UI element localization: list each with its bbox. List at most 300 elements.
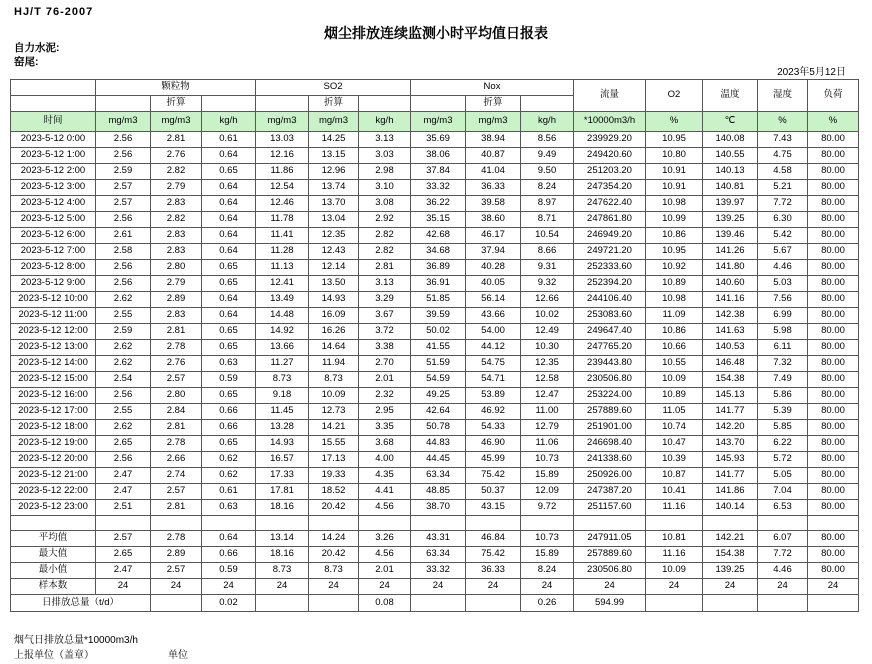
value-cell: 141.80 [703,260,758,276]
value-cell: 12.54 [256,180,309,196]
time-cell: 2023-5-12 8:00 [11,260,96,276]
value-cell: 10.73 [521,452,574,468]
value-cell: 80.00 [808,260,859,276]
value-cell: 2.47 [96,468,151,484]
value-cell: 15.89 [521,468,574,484]
value-cell: 11.27 [256,356,309,372]
value-cell: 3.67 [359,308,411,324]
time-cell: 2023-5-12 3:00 [11,180,96,196]
empty-cell [646,516,703,531]
value-cell: 14.93 [309,292,359,308]
time-cell: 2023-5-12 17:00 [11,404,96,420]
summary-value-cell: 24 [646,579,703,595]
value-cell: 39.59 [411,308,466,324]
unit-header: kg/h [521,112,574,132]
value-cell: 0.66 [202,420,256,436]
summary-value-cell: 8.73 [256,563,309,579]
value-cell: 54.59 [411,372,466,388]
value-cell: 80.00 [808,228,859,244]
summary-value-cell: 10.73 [521,531,574,547]
empty-cell [11,80,96,96]
value-cell: 50.02 [411,324,466,340]
value-cell: 0.65 [202,388,256,404]
table-row [11,324,859,340]
value-cell: 13.49 [256,292,309,308]
value-cell: 12.58 [521,372,574,388]
value-cell: 2.56 [96,132,151,148]
group-header-so2: SO2 [256,80,411,96]
value-cell: 13.03 [256,132,309,148]
units-header-row [11,112,859,132]
value-cell: 5.98 [758,324,808,340]
value-cell: 140.13 [703,164,758,180]
value-cell: 10.98 [646,292,703,308]
summary-value-cell: 2.01 [359,563,411,579]
converted-label: 折算 [309,96,359,112]
value-cell: 2.56 [96,452,151,468]
value-cell: 44.45 [411,452,466,468]
summary-value-cell: 63.34 [411,547,466,563]
value-cell: 14.64 [309,340,359,356]
value-cell: 51.85 [411,292,466,308]
value-cell: 247861.80 [574,212,646,228]
table-row [11,340,859,356]
col-header-load: 负荷 [808,80,859,112]
value-cell: 4.00 [359,452,411,468]
value-cell: 145.93 [703,452,758,468]
value-cell: 142.38 [703,308,758,324]
summary-value-cell: 18.16 [256,547,309,563]
table-row [11,356,859,372]
value-cell: 0.63 [202,356,256,372]
table-row [11,500,859,516]
summary-value-cell: 4.56 [359,547,411,563]
value-cell: 40.87 [466,148,521,164]
value-cell: 2.80 [151,260,202,276]
summary-label: 最大值 [11,547,96,563]
value-cell: 0.65 [202,276,256,292]
value-cell: 2.76 [151,356,202,372]
unit-header: kg/h [202,112,256,132]
value-cell: 247387.20 [574,484,646,500]
value-cell: 35.69 [411,132,466,148]
value-cell: 2.74 [151,468,202,484]
value-cell: 10.02 [521,308,574,324]
value-cell: 246698.40 [574,436,646,452]
value-cell: 251901.00 [574,420,646,436]
value-cell: 5.05 [758,468,808,484]
value-cell: 10.80 [646,148,703,164]
value-cell: 8.73 [309,372,359,388]
value-cell: 12.66 [521,292,574,308]
unit-label: 单位 [168,650,188,661]
value-cell: 11.13 [256,260,309,276]
summary-value-cell: 80.00 [808,547,859,563]
value-cell: 80.00 [808,276,859,292]
table-row [11,132,859,148]
summary-label: 样本数 [11,579,96,595]
value-cell: 10.55 [646,356,703,372]
value-cell: 35.15 [411,212,466,228]
value-cell: 80.00 [808,308,859,324]
summary-value-cell: 24 [202,579,256,595]
summary-value-cell: 15.89 [521,547,574,563]
value-cell: 239929.20 [574,132,646,148]
unit-header: mg/m3 [96,112,151,132]
value-cell: 10.87 [646,468,703,484]
value-cell: 3.29 [359,292,411,308]
value-cell: 80.00 [808,164,859,180]
value-cell: 2.81 [359,260,411,276]
col-header-humidity: 湿度 [758,80,808,112]
value-cell: 8.24 [521,180,574,196]
value-cell: 9.50 [521,164,574,180]
value-cell: 249721.20 [574,244,646,260]
summary-value-cell: 0.59 [202,563,256,579]
value-cell: 37.94 [466,244,521,260]
value-cell: 80.00 [808,452,859,468]
unit-header: mg/m3 [411,112,466,132]
value-cell: 252394.20 [574,276,646,292]
value-cell: 36.91 [411,276,466,292]
value-cell: 16.57 [256,452,309,468]
value-cell: 5.86 [758,388,808,404]
value-cell: 3.38 [359,340,411,356]
value-cell: 9.49 [521,148,574,164]
value-cell: 11.45 [256,404,309,420]
empty-cell [758,516,808,531]
value-cell: 36.89 [411,260,466,276]
report-table [10,79,859,612]
value-cell: 0.63 [202,500,256,516]
daily-total-cell [466,595,521,612]
value-cell: 11.09 [646,308,703,324]
value-cell: 7.56 [758,292,808,308]
daily-total-label: 日排放总量（t/d） [11,595,151,612]
value-cell: 12.16 [256,148,309,164]
time-cell: 2023-5-12 14:00 [11,356,96,372]
summary-value-cell: 80.00 [808,531,859,547]
value-cell: 13.70 [309,196,359,212]
value-cell: 2.66 [151,452,202,468]
table-row [11,372,859,388]
value-cell: 12.35 [309,228,359,244]
value-cell: 80.00 [808,212,859,228]
value-cell: 2.61 [96,228,151,244]
value-cell: 10.47 [646,436,703,452]
value-cell: 2.98 [359,164,411,180]
summary-value-cell: 14.24 [309,531,359,547]
value-cell: 2.57 [96,196,151,212]
value-cell: 0.65 [202,340,256,356]
value-cell: 2.01 [359,372,411,388]
value-cell: 12.46 [256,196,309,212]
value-cell: 5.42 [758,228,808,244]
value-cell: 16.26 [309,324,359,340]
page-title: 烟尘排放连续监测小时平均值日报表 [324,25,548,41]
value-cell: 43.66 [466,308,521,324]
summary-value-cell: 80.00 [808,563,859,579]
value-cell: 4.58 [758,164,808,180]
value-cell: 0.61 [202,484,256,500]
time-cell: 2023-5-12 9:00 [11,276,96,292]
col-header-flow: 流量 [574,80,646,112]
summary-value-cell: 24 [758,579,808,595]
value-cell: 253224.00 [574,388,646,404]
converted-label: 折算 [151,96,202,112]
value-cell: 7.72 [758,196,808,212]
value-cell: 17.81 [256,484,309,500]
value-cell: 2.83 [151,308,202,324]
summary-value-cell: 13.14 [256,531,309,547]
value-cell: 36.33 [466,180,521,196]
value-cell: 10.54 [521,228,574,244]
value-cell: 48.85 [411,484,466,500]
value-cell: 5.72 [758,452,808,468]
empty-cell [11,516,96,531]
value-cell: 139.97 [703,196,758,212]
unit-header: ℃ [703,112,758,132]
value-cell: 2.80 [151,388,202,404]
value-cell: 2.51 [96,500,151,516]
value-cell: 51.59 [411,356,466,372]
unit-header: kg/h [359,112,411,132]
table-header [11,80,859,132]
summary-row [11,563,859,579]
value-cell: 0.64 [202,228,256,244]
empty-cell [411,96,466,112]
value-cell: 2.84 [151,404,202,420]
group-header-row [11,80,859,96]
value-cell: 7.04 [758,484,808,500]
empty-cell [256,96,309,112]
value-cell: 141.77 [703,468,758,484]
value-cell: 11.06 [521,436,574,452]
table-row [11,148,859,164]
value-cell: 46.17 [466,228,521,244]
summary-value-cell: 24 [96,579,151,595]
value-cell: 3.03 [359,148,411,164]
value-cell: 2.76 [151,148,202,164]
value-cell: 2.78 [151,436,202,452]
value-cell: 6.11 [758,340,808,356]
value-cell: 10.74 [646,420,703,436]
value-cell: 141.16 [703,292,758,308]
daily-total-cell: 0.26 [521,595,574,612]
value-cell: 10.99 [646,212,703,228]
value-cell: 12.49 [521,324,574,340]
value-cell: 42.68 [411,228,466,244]
value-cell: 2.89 [151,292,202,308]
value-cell: 10.89 [646,276,703,292]
unit-header: mg/m3 [466,112,521,132]
value-cell: 143.70 [703,436,758,452]
value-cell: 2.58 [96,244,151,260]
table-row [11,180,859,196]
value-cell: 6.53 [758,500,808,516]
flue-gas-total-note: 烟气日排放总量*10000m3/h [14,635,138,646]
summary-value-cell: 36.33 [466,563,521,579]
value-cell: 10.86 [646,228,703,244]
daily-total-cell [646,595,703,612]
value-cell: 257889.60 [574,404,646,420]
value-cell: 154.38 [703,372,758,388]
summary-label: 最小值 [11,563,96,579]
empty-cell [359,96,411,112]
company-name: 自力水泥: [14,42,60,54]
value-cell: 10.92 [646,260,703,276]
value-cell: 0.64 [202,292,256,308]
converted-label: 折算 [466,96,521,112]
value-cell: 2.56 [96,148,151,164]
value-cell: 45.99 [466,452,521,468]
group-header-particulate: 颗粒物 [96,80,256,96]
value-cell: 14.92 [256,324,309,340]
value-cell: 3.13 [359,276,411,292]
value-cell: 6.99 [758,308,808,324]
value-cell: 140.14 [703,500,758,516]
value-cell: 9.31 [521,260,574,276]
summary-value-cell: 230506.80 [574,563,646,579]
value-cell: 0.64 [202,196,256,212]
value-cell: 250926.00 [574,468,646,484]
value-cell: 54.75 [466,356,521,372]
value-cell: 10.39 [646,452,703,468]
table-row [11,260,859,276]
daily-total-row [11,595,859,612]
unit-header: % [808,112,859,132]
value-cell: 41.04 [466,164,521,180]
value-cell: 0.64 [202,212,256,228]
table-row [11,468,859,484]
value-cell: 12.73 [309,404,359,420]
value-cell: 141.63 [703,324,758,340]
time-cell: 2023-5-12 0:00 [11,132,96,148]
value-cell: 80.00 [808,404,859,420]
value-cell: 10.89 [646,388,703,404]
time-cell: 2023-5-12 16:00 [11,388,96,404]
table-row [11,292,859,308]
summary-value-cell: 247911.05 [574,531,646,547]
value-cell: 2.82 [151,212,202,228]
value-cell: 2.56 [96,260,151,276]
time-cell: 2023-5-12 2:00 [11,164,96,180]
empty-cell [202,516,256,531]
value-cell: 8.73 [256,372,309,388]
value-cell: 2.56 [96,276,151,292]
value-cell: 7.32 [758,356,808,372]
value-cell: 17.13 [309,452,359,468]
value-cell: 63.34 [411,468,466,484]
value-cell: 2.78 [151,340,202,356]
value-cell: 247354.20 [574,180,646,196]
standard-number: HJ/T 76-2007 [14,6,94,18]
value-cell: 2.59 [96,324,151,340]
value-cell: 10.09 [646,372,703,388]
value-cell: 3.10 [359,180,411,196]
value-cell: 2.62 [96,340,151,356]
value-cell: 5.85 [758,420,808,436]
value-cell: 50.78 [411,420,466,436]
value-cell: 2.81 [151,324,202,340]
empty-cell [521,96,574,112]
report-date: 2023年5月12日 [777,67,846,78]
unit-header: % [646,112,703,132]
value-cell: 141.77 [703,404,758,420]
time-cell: 2023-5-12 22:00 [11,484,96,500]
value-cell: 13.28 [256,420,309,436]
empty-cell [359,516,411,531]
value-cell: 2.56 [96,388,151,404]
value-cell: 4.56 [359,500,411,516]
summary-value-cell: 10.09 [646,563,703,579]
value-cell: 11.78 [256,212,309,228]
daily-total-cell: 594.99 [574,595,646,612]
site-name: 窑尾: [14,56,39,68]
summary-value-cell: 24 [574,579,646,595]
value-cell: 0.65 [202,324,256,340]
reporting-unit-label: 上报单位（盖章） [14,650,94,661]
empty-cell [574,516,646,531]
value-cell: 3.72 [359,324,411,340]
table-row [11,308,859,324]
value-cell: 2.56 [96,212,151,228]
value-cell: 140.60 [703,276,758,292]
value-cell: 16.09 [309,308,359,324]
value-cell: 11.86 [256,164,309,180]
summary-value-cell: 6.07 [758,531,808,547]
table-row [11,228,859,244]
value-cell: 10.98 [646,196,703,212]
value-cell: 80.00 [808,292,859,308]
group-header-nox: Nox [411,80,574,96]
value-cell: 46.92 [466,404,521,420]
unit-header: mg/m3 [151,112,202,132]
value-cell: 141.26 [703,244,758,260]
value-cell: 139.25 [703,212,758,228]
daily-total-cell [151,595,202,612]
value-cell: 2.62 [96,356,151,372]
value-cell: 38.06 [411,148,466,164]
time-cell: 2023-5-12 15:00 [11,372,96,388]
summary-value-cell: 2.57 [96,531,151,547]
daily-total-cell [808,595,859,612]
value-cell: 10.95 [646,132,703,148]
value-cell: 44.83 [411,436,466,452]
daily-total-cell [309,595,359,612]
value-cell: 2.83 [151,228,202,244]
table-row [11,452,859,468]
summary-value-cell: 2.78 [151,531,202,547]
value-cell: 8.56 [521,132,574,148]
summary-value-cell: 0.66 [202,547,256,563]
time-cell: 2023-5-12 7:00 [11,244,96,260]
daily-total-cell [256,595,309,612]
value-cell: 140.08 [703,132,758,148]
summary-value-cell: 2.57 [151,563,202,579]
table-row [11,420,859,436]
empty-cell [808,516,859,531]
value-cell: 6.30 [758,212,808,228]
value-cell: 2.83 [151,244,202,260]
value-cell: 7.49 [758,372,808,388]
value-cell: 8.97 [521,196,574,212]
value-cell: 139.46 [703,228,758,244]
value-cell: 33.32 [411,180,466,196]
empty-cell [151,516,202,531]
time-cell: 2023-5-12 21:00 [11,468,96,484]
value-cell: 39.58 [466,196,521,212]
